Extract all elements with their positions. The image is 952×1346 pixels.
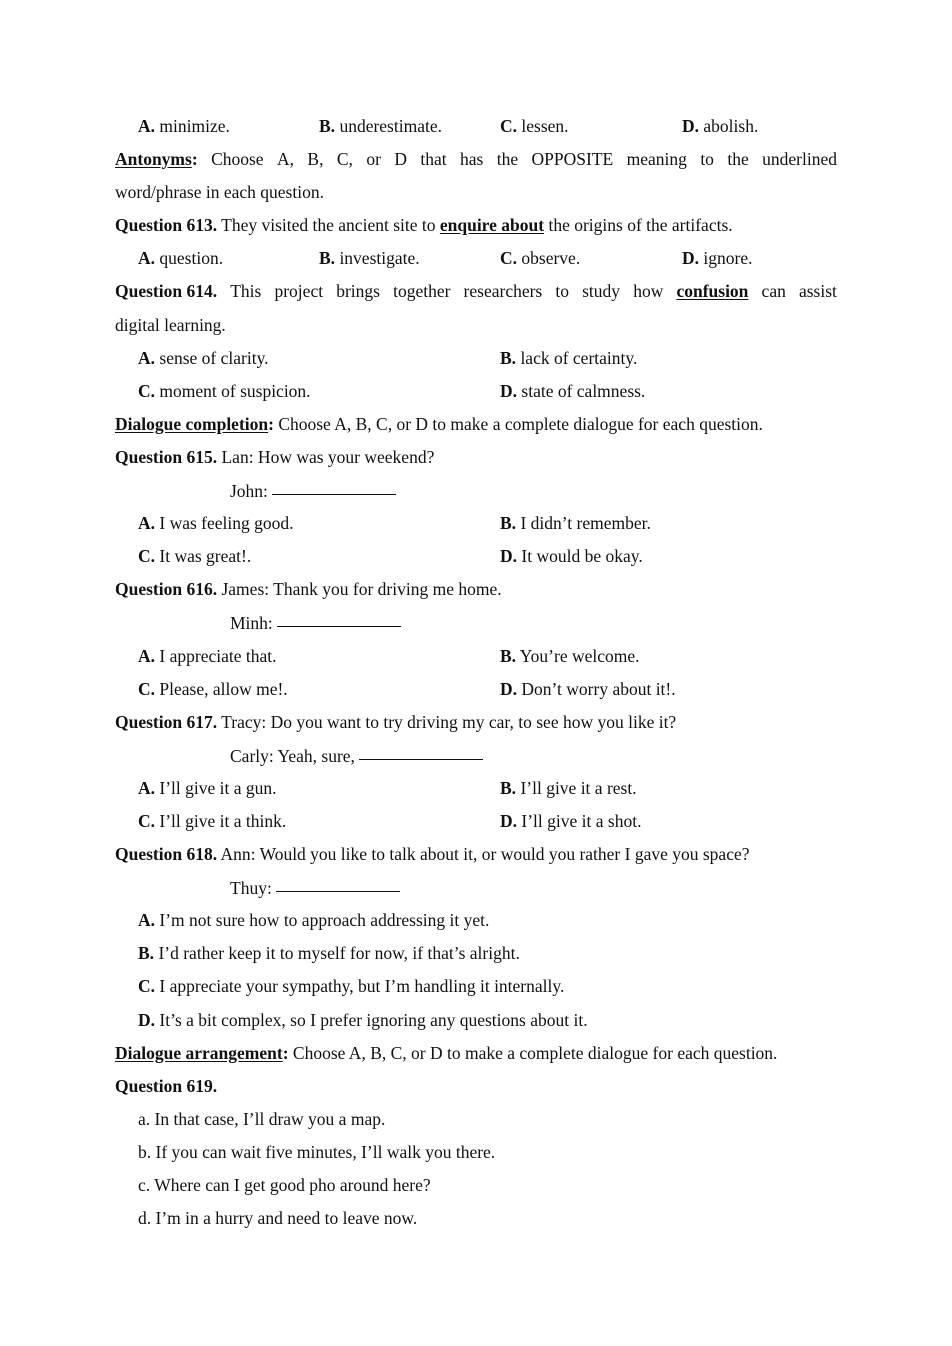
dialogue-line: c. Where can I get good pho around here?	[138, 1175, 431, 1195]
q617-options-row1	[115, 772, 837, 805]
dialogue-line: b. If you can wait five minutes, I’ll walk you there.	[138, 1141, 496, 1162]
option-d: D. abolish.	[682, 116, 759, 136]
q617-reply: Carly: Yeah, sure,	[115, 739, 837, 772]
option-c: C. observe.	[500, 248, 581, 269]
antonyms-instruction-cont: word/phrase in each question.	[115, 182, 324, 203]
q612-options	[115, 110, 837, 143]
underlined-phrase: enquire about	[439, 215, 545, 236]
option-d: D. ignore.	[682, 248, 753, 269]
option-a: A. I’ll give it a gun.	[138, 777, 277, 798]
dialogue-line: a. In that case, I’ll draw you a map.	[138, 1108, 386, 1129]
option-b: B. You’re welcome.	[500, 645, 640, 666]
option-d: D. It would be okay.	[500, 546, 643, 567]
dialogue-arrangement-instruction: Dialogue arrangement: Choose A, B, C, or D to make a complete dialogue for each question.	[115, 1042, 778, 1063]
answer-blank[interactable]	[272, 472, 396, 495]
option-a: A. I was feeling good.	[138, 513, 294, 534]
option-c: C. moment of suspicion.	[138, 380, 311, 401]
q613-options	[115, 242, 837, 275]
option-b: B. I’d rather keep it to myself for now, if that’s alright.	[138, 943, 520, 964]
option-b: B. I’ll give it a rest.	[500, 777, 637, 798]
option-c: C. It was great!.	[138, 546, 252, 567]
option-d: D. state of calmness.	[500, 380, 646, 401]
q615-options-row2	[115, 540, 837, 573]
answer-blank[interactable]	[277, 604, 401, 627]
question-617: Question 617. Tracy: Do you want to try driving my car, to see how you like it?	[115, 711, 677, 732]
q616-options-row1	[115, 640, 837, 673]
q618-reply: Thuy:	[115, 871, 837, 904]
question-614: Question 614. This project brings together researchers to study how confusion can assist	[115, 275, 837, 308]
q617-options-row2	[115, 805, 837, 838]
option-b: B. investigate.	[319, 248, 420, 269]
answer-blank[interactable]	[359, 737, 483, 760]
section-label: Antonyms	[115, 149, 192, 170]
answer-blank[interactable]	[276, 869, 400, 892]
q615-reply: John:	[115, 474, 837, 507]
option-d: D. I’ll give it a shot.	[500, 810, 642, 831]
option-c: C. lessen.	[500, 116, 569, 136]
dialogue-completion-instruction: Dialogue completion: Choose A, B, C, or D to make a complete dialogue for each question.	[115, 413, 763, 434]
option-c: C. Please, allow me!.	[138, 678, 288, 699]
underlined-word: confusion	[676, 281, 749, 302]
option-b: B. lack of certainty.	[500, 347, 638, 368]
antonyms-instruction: Antonyms: Choose A, B, C, or D that has the OPPOSITE meaning to the underlined	[115, 149, 837, 170]
option-d: D. It’s a bit complex, so I prefer ignoring any questions about it.	[138, 1009, 588, 1030]
section-label: Dialogue completion	[115, 413, 269, 434]
worksheet-page	[115, 110, 837, 1235]
option-a: A. question.	[138, 248, 224, 269]
option-a: A. I appreciate that.	[138, 645, 277, 666]
q615-options-row1	[115, 507, 837, 540]
option-b: B. underestimate.	[319, 116, 442, 136]
option-a: A. sense of clarity.	[138, 347, 269, 368]
question-613: Question 613. They visited the ancient site to enquire about the origins of the artifacts.	[115, 215, 733, 236]
q616-options-row2	[115, 673, 837, 706]
q614-options-row2	[115, 375, 837, 408]
question-616: Question 616. James: Thank you for driving me home.	[115, 579, 502, 600]
question-619: Question 619.	[115, 1075, 218, 1096]
dialogue-line: d. I’m in a hurry and need to leave now.	[138, 1208, 418, 1229]
option-a: A. minimize.	[138, 116, 230, 136]
option-a: A. I’m not sure how to approach addressing it yet.	[138, 910, 490, 931]
option-d: D. Don’t worry about it!.	[500, 678, 676, 699]
section-label: Dialogue arrangement	[115, 1042, 283, 1063]
question-615: Question 615. Lan: How was your weekend?	[115, 446, 435, 467]
option-c: C. I’ll give it a think.	[138, 810, 287, 831]
option-b: B. I didn’t remember.	[500, 513, 651, 534]
question-618: Question 618. Ann: Would you like to talk about it, or would you rather I gave you space?	[115, 844, 750, 865]
option-c: C. I appreciate your sympathy, but I’m handling it internally.	[138, 976, 565, 997]
q614-options-row1	[115, 342, 837, 375]
q616-reply: Minh:	[115, 606, 837, 639]
question-614-cont: digital learning.	[115, 314, 226, 335]
